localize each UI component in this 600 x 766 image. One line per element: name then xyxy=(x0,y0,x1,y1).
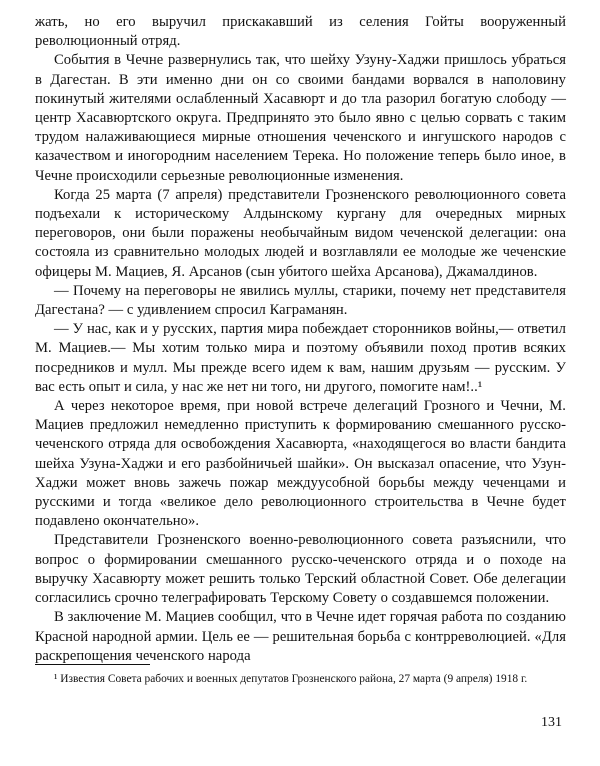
paragraph-2: События в Чечне развернулись так, что шейху Узуну-Хаджи пришлось убраться в Дагестан. В эти именно дни он со своими бандами ворвался в наполовину покинутый жителями ослабленный Хасавюрт и до тла разорил богатую слободу — центр Хасавюртского округа. Предпринято это было явно с целью сорвать с таким трудом налаживающиеся мирные отношения чеченского и ингушского народов с казачеством и иногородним населением Терека. Но положение теперь было иное, в Чечне происходили серьезные революционные изменения. xyxy=(35,52,566,184)
paragraph-5: — У нас, как и у русских, партия мира побеждает сторонников войны,— ответил М. Мациев.— Мы хотим только мира и поэтому объявили поход против всяких посредников и мулл. Мы прежде всего идем к вам, нашим друзьям — русским. У вас есть опыт и сила, у нас же нет ни того, ни другого, помогите нам!..¹ xyxy=(35,321,566,395)
paragraph-8: В заключение М. Мациев сообщил, что в Чечне идет горячая работа по созданию Красной народной армии. Цель ее — решительная борьба с контрреволюцией. «Для раскрепощения чеченского народа xyxy=(35,609,566,664)
paragraph-4: — Почему на переговоры не явились муллы, старики, почему нет представителя Дагестана? — с удивлением спросил Каграманян. xyxy=(35,282,566,319)
page-body xyxy=(35,13,566,666)
paragraph-6: А через некоторое время, при новой встрече делегаций Грозного и Чечни, М. Мациев предложил немедленно приступить к формированию смешанного русско-чеченского отряда для освобождения Хасавюрта, «находящегося во власти бандита шейха Узуна-Хаджи и его разбойничьей шайки». Он высказал опасение, что Узун-Хаджи может вновь зажечь пожар междуусобной борьбы между чеченцами и русскими и тогда «великое дело революционного строительства в Чечне будет подавлено окончательно». xyxy=(35,398,566,530)
page-number: 131 xyxy=(541,715,562,730)
paragraph-1: жать, но его выручил прискакавший из селения Гойты вооруженный революционный отряд. xyxy=(35,14,566,50)
footnote: ¹ Известия Совета рабочих и военных депутатов Грозненского района, 27 марта (9 апреля) 1918 г. xyxy=(54,673,528,685)
footnote-divider xyxy=(35,664,150,665)
paragraph-7: Представители Грозненского военно-революционного совета разъяснили, что вопрос о формировании смешанного русско-чеченского отряда и о походе на выручку Хасавюрту может решить только Терский областной Совет. Обе делегации согласились срочно телеграфировать Терскому Совету о создавшемся положении. xyxy=(35,532,566,607)
paragraph-3: Когда 25 марта (7 апреля) представители Грозненского революционного совета подъехали к историческому Алдынскому кургану для очередных мирных переговоров, они были поражены необычайным видом чеченской делегации: она состояла из сравнительно молодых людей и возглавляли ее молодые же чеченские офицеры М. Мациев, Я. Арсанов (сын убитого шейха Арсанова), Джамалдинов. xyxy=(35,186,566,280)
